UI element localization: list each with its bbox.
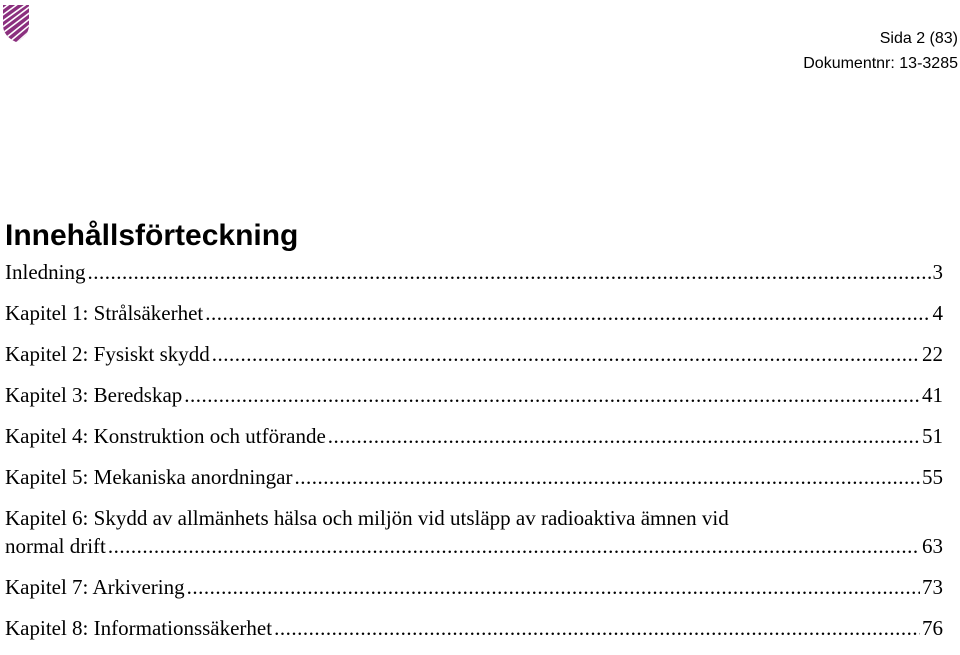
toc-leader	[87, 258, 930, 286]
toc-entry-label: Inledning	[5, 260, 86, 284]
toc-entry-page: 22	[922, 342, 943, 366]
toc-entry-continuation	[5, 532, 943, 560]
toc-entry-label-continued: normal drift	[5, 534, 106, 558]
toc-entry-page: 3	[932, 260, 943, 284]
toc-entry-label: Kapitel 4: Konstruktion och utförande	[5, 424, 326, 448]
page-header	[803, 26, 958, 76]
toc-entry-page: 51	[922, 424, 943, 448]
toc-entry-label: Kapitel 8: Informationssäkerhet	[5, 616, 273, 640]
toc-entry-page: 63	[922, 534, 943, 558]
toc-entry-page: 76	[922, 616, 943, 640]
toc-entry[interactable]	[5, 340, 943, 368]
toc-leader	[184, 381, 920, 409]
toc-entry[interactable]	[5, 504, 943, 560]
toc-entry[interactable]	[5, 463, 943, 491]
toc-entry-page: 41	[922, 383, 943, 407]
toc-entry[interactable]	[5, 258, 943, 286]
toc-entry[interactable]	[5, 573, 943, 601]
toc-entry-label: Kapitel 7: Arkivering	[5, 575, 185, 599]
toc-leader	[328, 422, 920, 450]
toc-leader	[295, 463, 921, 491]
toc-entry-page: 55	[922, 465, 943, 489]
toc-entry-label: Kapitel 3: Beredskap	[5, 383, 183, 407]
toc-leader	[187, 573, 920, 601]
toc-leader	[274, 614, 920, 642]
toc-entry-label: Kapitel 6: Skydd av allmänhets hälsa och miljön vid utsläpp av radioaktiva ämnen vid	[5, 506, 729, 530]
toc-entry[interactable]	[5, 614, 943, 642]
toc-entry-label: Kapitel 2: Fysiskt skydd	[5, 342, 210, 366]
toc-leader	[212, 340, 920, 368]
page-number: Sida 2 (83)	[879, 30, 958, 47]
toc-leader	[205, 299, 930, 327]
document-number: Dokumentnr: 13-3285	[803, 55, 958, 72]
toc-entry[interactable]	[5, 299, 943, 327]
table-of-contents	[5, 258, 943, 655]
toc-entry-label: Kapitel 1: Strålsäkerhet	[5, 301, 204, 325]
toc-entry[interactable]	[5, 422, 943, 450]
toc-leader	[108, 532, 920, 560]
toc-entry-label: Kapitel 5: Mekaniska anordningar	[5, 465, 293, 489]
toc-title: Innehållsförteckning	[5, 219, 299, 252]
toc-entry-page: 4	[932, 301, 943, 325]
toc-entry[interactable]	[5, 381, 943, 409]
shield-logo-icon	[0, 3, 32, 43]
toc-entry-page: 73	[922, 575, 943, 599]
